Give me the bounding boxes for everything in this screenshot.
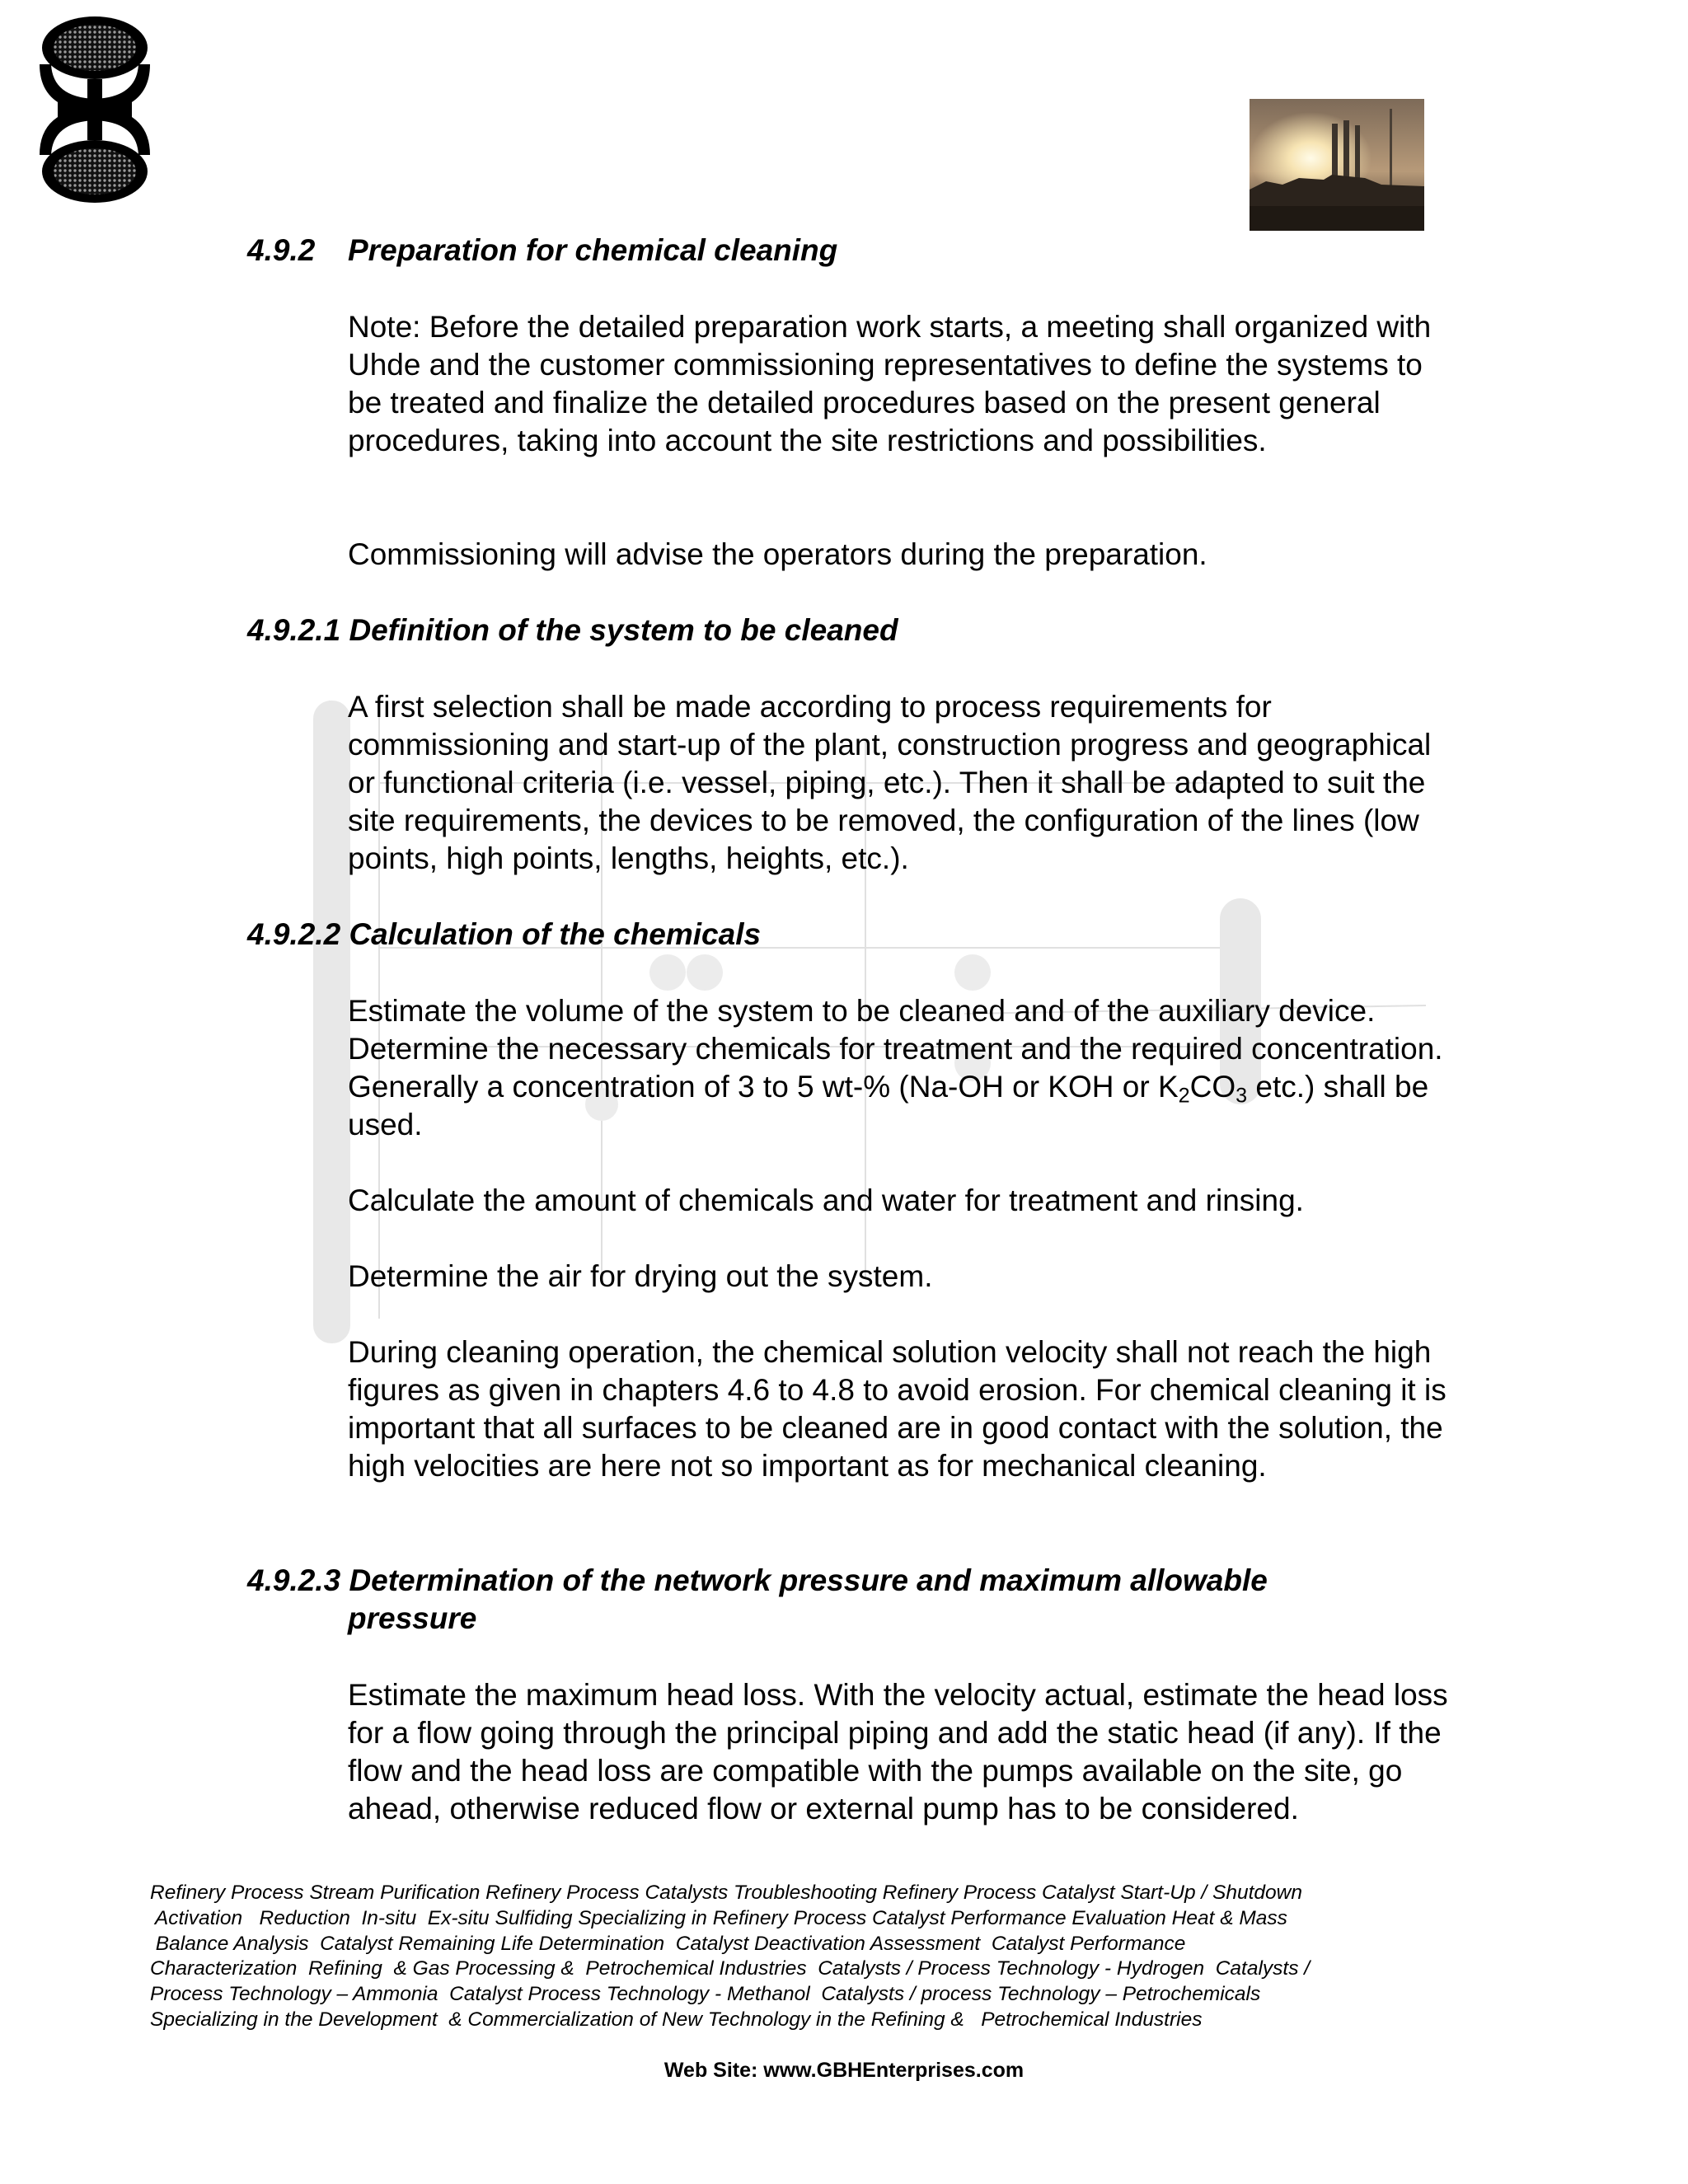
footer-line: Characterization Refining & Gas Processing & Petrochemical Industries Catalysts / Process Technology - Hydrogen Catalysts /: [150, 1957, 1311, 1980]
footer-line: Activation Reduction In-situ Ex-situ Sulfiding Specializing in Refinery Process Catalyst Performance Evaluation Heat & Mass: [150, 1906, 1287, 1929]
section-heading-4-9-2-2: [247, 916, 761, 954]
footer-line: Process Technology – Ammonia Catalyst Process Technology - Methanol Catalysts / process Technology – Petrochemicals: [150, 1983, 1261, 2006]
footer-line: Balance Analysis Catalyst Remaining Life Determination Catalyst Deactivation Assessment Catalyst Performance: [150, 1932, 1186, 1955]
chemicals-paragraph: [348, 992, 1452, 1144]
chem-sub-1: 2: [1178, 1084, 1190, 1108]
section-title-line2: pressure: [348, 1601, 477, 1635]
section-heading-4-9-2: [247, 232, 837, 269]
chem-text-b: CO: [1189, 1070, 1236, 1104]
advise-paragraph: Commissioning will advise the operators during the preparation.: [348, 537, 1207, 571]
section-number: 4.9.2.3: [247, 1563, 341, 1597]
footer-line: Refinery Process Stream Purification Refinery Process Catalysts Troubleshooting Refinery Process Catalyst Start-Up / Shutdown: [150, 1882, 1302, 1904]
section-heading-4-9-2-1: [247, 612, 898, 649]
definition-paragraph: A first selection shall be made according to process requirements for commissioning and start-up of the plant, construction progress and geographical or functional criteria (i.e. vessel, piping, etc.). Then it shall be adapted to suit the site requirements, the devices to be removed, the configuration of the lines (low points, high points, lengths, heights, etc.).: [348, 690, 1432, 875]
velocity-paragraph: During cleaning operation, the chemical solution velocity shall not reach the high figures as given in chapters 4.6 to 4.8 to avoid erosion. For chemical cleaning it is important that all surfaces to be cleaned are in good contact with the solution, the high velocities are here not so important as for mechanical cleaning.: [348, 1335, 1447, 1483]
note-paragraph: Note: Before the detailed preparation work starts, a meeting shall organized with Uhde and the customer commissioning representatives to define the systems to be treated and finalize the detailed procedures based on the present general procedures, taking into account the site restrictions and possibilities.: [348, 310, 1432, 457]
head-loss-paragraph: Estimate the maximum head loss. With the velocity actual, estimate the head loss for a flow going through the principal piping and add the static head (if any). If the flow and the head loss are compatible with the pumps available on the site, go ahead, otherwise reduced flow or external pump has to be considered.: [348, 1678, 1448, 1825]
footer-services: [150, 1881, 1436, 2033]
section-title-line1: Determination of the network pressure and maximum allowable: [349, 1563, 1268, 1597]
section-heading-4-9-2-3-cont: [348, 1600, 476, 1638]
chem-text-a: Estimate the volume of the system to be cleaned and of the auxiliary device. Determine the necessary chemicals for treatment and the required concentration. Generally a concentration of 3 to 5 wt-% (Na-OH or KOH or K: [348, 994, 1443, 1104]
chem-text-c: etc.) shall be used.: [348, 1070, 1429, 1141]
drying-paragraph: Determine the air for drying out the system.: [348, 1259, 933, 1293]
website-link[interactable]: Web Site: www.GBHEnterprises.com: [663, 2059, 1025, 2082]
chem-sub-2: 3: [1236, 1084, 1248, 1108]
section-number: 4.9.2.2: [247, 917, 341, 951]
amount-paragraph: Calculate the amount of chemicals and water for treatment and rinsing.: [348, 1183, 1304, 1217]
section-heading-4-9-2-3: [247, 1562, 1268, 1600]
section-title: Definition of the system to be cleaned: [349, 613, 898, 647]
section-number: 4.9.2: [247, 233, 316, 267]
section-title: Preparation for chemical cleaning: [348, 233, 838, 267]
section-number: 4.9.2.1: [247, 613, 341, 647]
section-title: Calculation of the chemicals: [349, 917, 762, 951]
footer-line: Specializing in the Development & Commercialization of New Technology in the Refining & Petrochemical Industries: [150, 2008, 1203, 2031]
